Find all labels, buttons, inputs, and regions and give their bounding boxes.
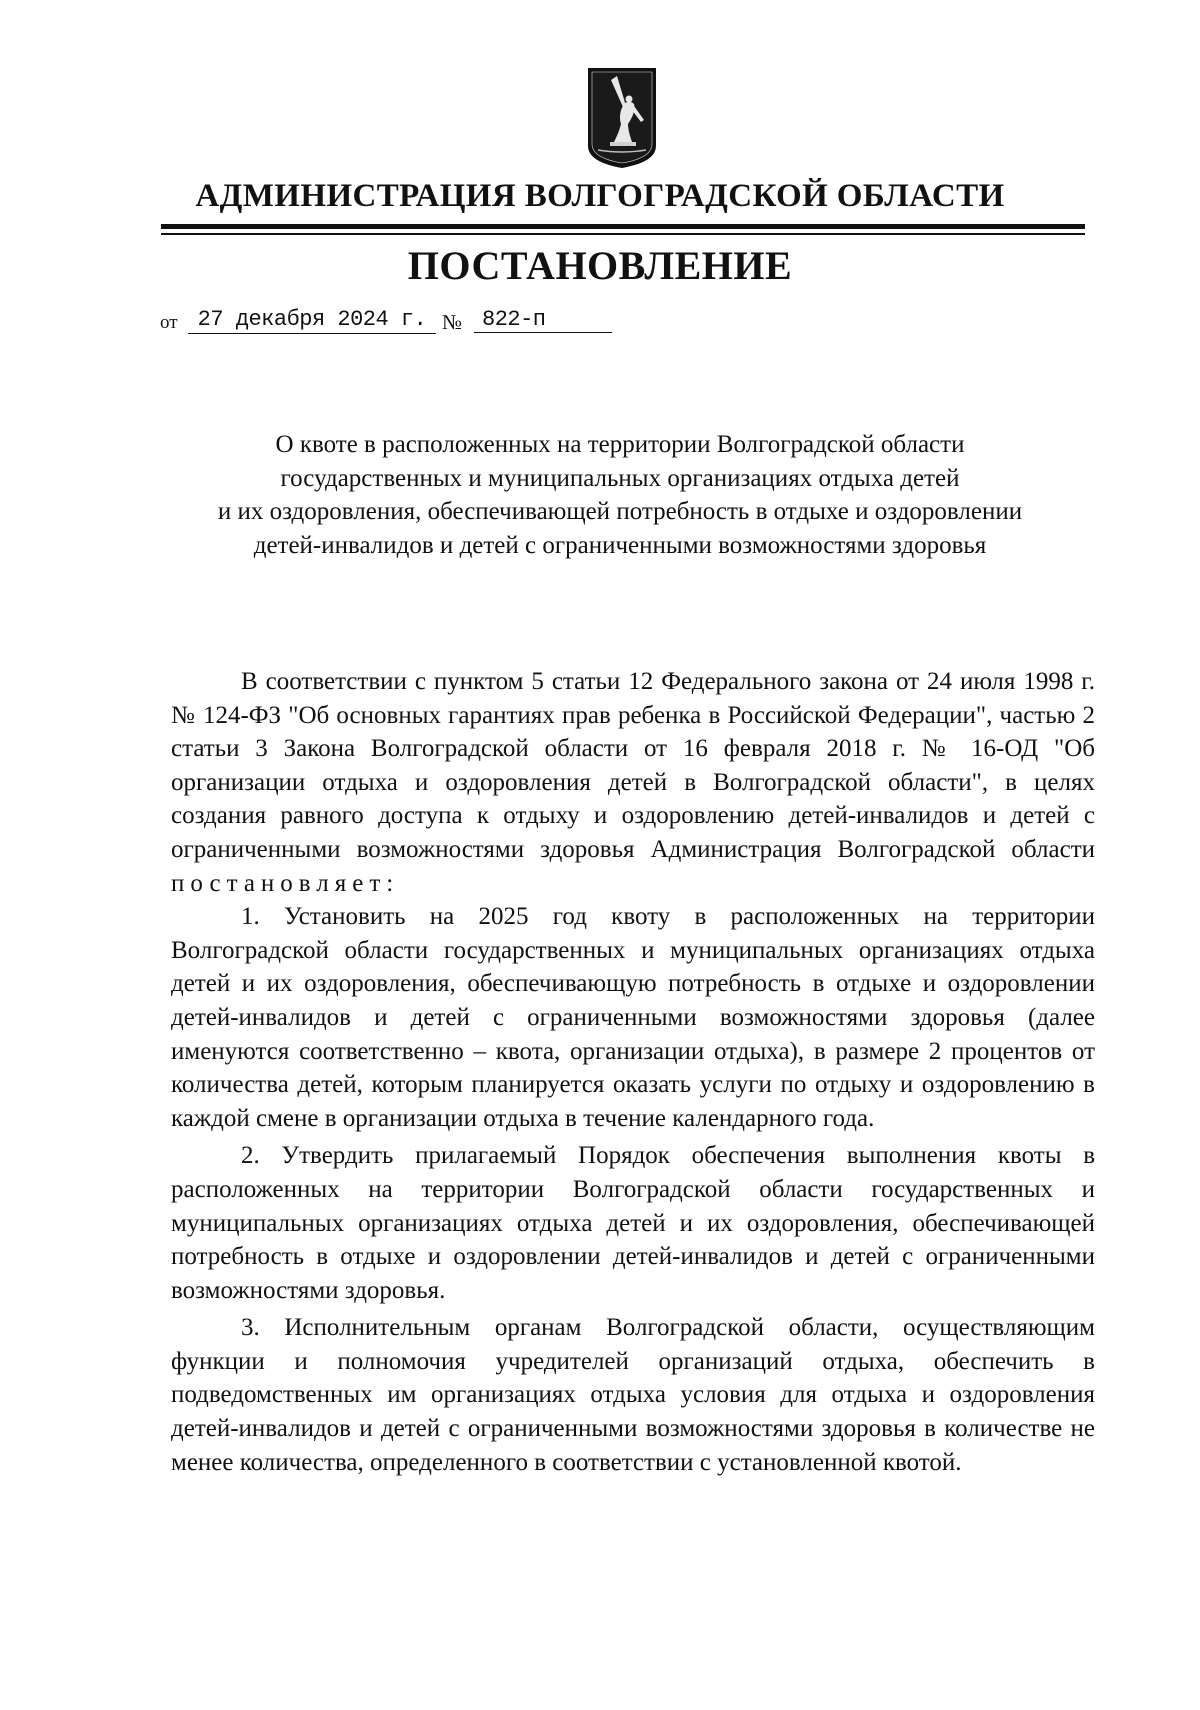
subject-line: государственных и муниципальных организациях отдыха детей xyxy=(280,464,960,492)
clause-paragraph: 1. Установить на 2025 год квоту в расположенных на территории Волгоградской области государственных и муниципальных организациях отдыха детей и их оздоровления, обеспечивающую потребность в отдыхе и оздоровлении детей-инвалидов и детей с ограниченными возможностями здоровья (далее именуются соответственно – квота, организации отдыха), в размере 2 процентов от количества детей, которым планируется оказать услуги по отдыху и оздоровлению в каждой смене в организации отдыха в течение календарного года. xyxy=(171,903,1095,1132)
organization-title: АДМИНИСТРАЦИЯ ВОЛГОГРАДСКОЙ ОБЛАСТИ xyxy=(195,178,1005,214)
preamble-paragraph xyxy=(171,665,1095,900)
header-rule-thin xyxy=(161,233,1085,235)
volgograd-emblem-icon xyxy=(586,66,658,170)
preamble-text: В соответствии с пунктом 5 статьи 12 Федерального закона от 24 июля 1998 г. № 124-ФЗ "Об основных гарантиях прав ребенка в Российской Федерации", частью 2 статьи 3 Закона Волгоградской области от 16 февраля 2018 г. № 16-ОД "Об организации отдыха и оздоровления детей в Волгоградской области", в целях создания равного доступа к отдыху и оздоровлению детей-инвалидов и детей с ограниченными возможностями здоровья Администрация Волгоградской области xyxy=(171,668,1095,863)
subject-line: О квоте в расположенных на территории Волгоградской области xyxy=(275,431,965,458)
document-subject xyxy=(150,428,1090,562)
subject-line: детей-инвалидов и детей с ограниченными возможностями здоровья xyxy=(253,531,987,559)
number-sign: № xyxy=(442,310,463,334)
resolves-word: постановляет: xyxy=(171,869,400,897)
document-number: 822-п xyxy=(474,306,612,333)
clause-paragraph: 2. Утвердить прилагаемый Порядок обеспечения выполнения квоты в расположенных на территории Волгоградской области государственных и муниципальных организациях отдыха детей и их оздоровления, обеспечивающей потребность в отдыхе и оздоровлении детей-инвалидов и детей с ограниченными возможностями здоровья. xyxy=(171,1142,1095,1304)
subject-line: и их оздоровления, обеспечивающей потребность в отдыхе и оздоровлении xyxy=(217,498,1023,525)
date-prefix: от xyxy=(160,312,178,333)
date-number-line xyxy=(160,306,620,340)
document-date: 27 декабря 2024 г. xyxy=(188,306,436,334)
document-body xyxy=(171,665,1095,1479)
header-rule-thick xyxy=(161,224,1085,229)
document-type-title: ПОСТАНОВЛЕНИЕ xyxy=(407,243,793,288)
clause-paragraph: 3. Исполнительным органам Волгоградской области, осуществляющим функции и полномочия учредителей организаций отдыха, обеспечить в подведомственных им организациях отдыха условия для отдыха и оздоровления детей-инвалидов и детей с ограниченными возможностями здоровья в количестве не менее количества, определенного в соответствии с установленной квотой. xyxy=(171,1314,1095,1476)
